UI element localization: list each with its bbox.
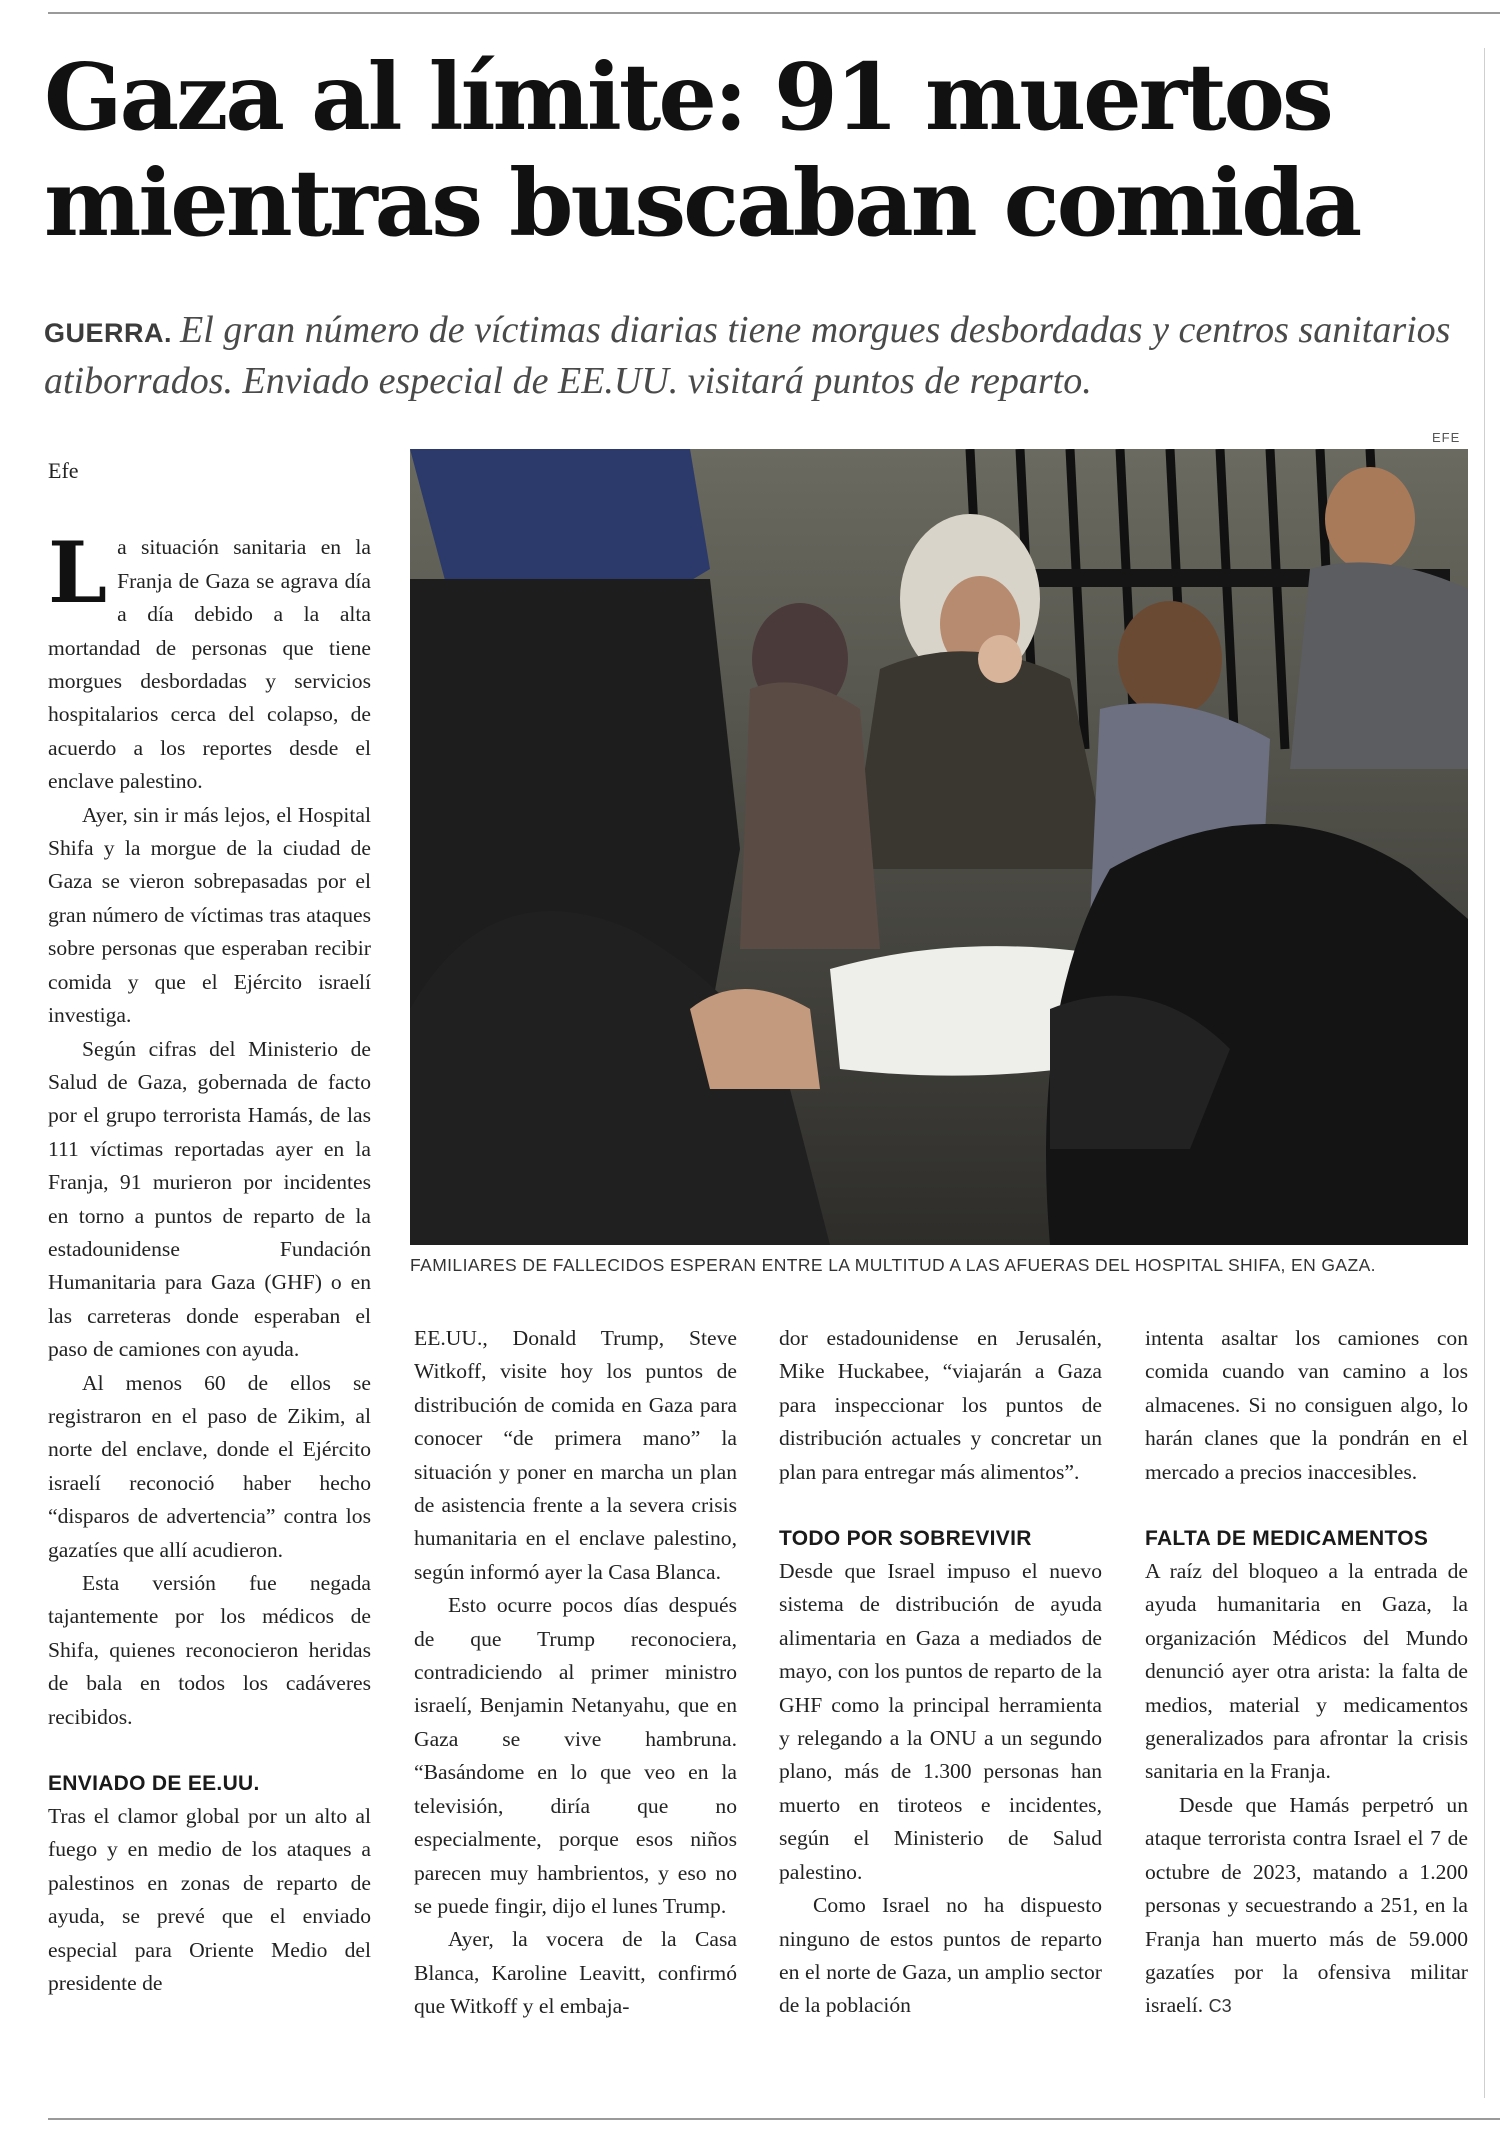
column-2 [414,1322,737,2024]
subheadline [44,306,1464,405]
paragraph-3: Según cifras del Ministerio de Salud de Gaza, gobernada de facto por el grupo terrorista Hamás, de las 111 víctimas reportadas ayer en la Franja, 91 murieron por incidentes en torno a puntos de reparto de la estadounidense Fundación Humanitaria para Gaza (GHF) o en las carreteras donde esperaban el paso de camiones con ayuda. [48,1036,371,1362]
paragraph-4: Al menos 60 de ellos se registraron en el paso de Zikim, al norte del enclave, donde el Ejército israelí reconoció haber hecho “disparos de advertencia” contra los gazatíes que allí acudieron. [48,1370,371,1562]
paragraph-10a: Como Israel no ha dispuesto ninguno de estos puntos de reparto en el norte de Gaza, un amplio sector de la población [779,1893,1102,2018]
photo-scene [410,449,1468,1245]
section-kicker: GUERRA. [44,318,173,348]
paragraph-11: A raíz del bloqueo a la entrada de ayuda humanitaria en Gaza, la organización Médicos del Mundo denunció ayer otra arista: la falta de medios, material y medicamentos generalizados para afrontar la crisis sanitaria en la Franja. [1145,1559,1468,1784]
column-4 [1145,1322,1468,2024]
paragraph-5: Esta versión fue negada tajantemente por los médicos de Shifa, quienes reconocieron heridas de bala en todos los cadáveres recibidos. [48,1571,371,1729]
end-mark: C3 [1208,1996,1232,2017]
right-column-rule [1484,48,1485,2098]
news-photo [410,449,1468,1245]
paragraph-8b: dor estadounidense en Jerusalén, Mike Huckabee, “viajarán a Gaza para inspeccionar los puntos de distribución actuales y concretar un plan para entregar más alimentos”. [779,1326,1102,1484]
headline: Gaza al límite: 91 muertos mientras buscaban comida [44,43,1360,257]
paragraph-9: Desde que Israel impuso el nuevo sistema de distribución de ayuda alimentaria en Gaza a mediados de mayo, con los puntos de reparto de la GHF como la principal herramienta y relegando a la ONU a un segundo plano, más de 1.300 personas han muerto en tiroteos e incidentes, según el Ministerio de Salud palestino. [779,1559,1102,1884]
column-3 [779,1322,1102,2023]
column-1 [48,454,371,2000]
paragraph-6b: EE.UU., Donald Trump, Steve Witkoff, visite hoy los puntos de distribución de comida en Gaza para conocer “de primera mano” la situación y poner en marcha un plan de asistencia frente a la severa crisis humanitaria en el enclave palestino, según informó ayer la Casa Blanca. [414,1326,737,1584]
section-heading-medicamentos: FALTA DE MEDICAMENTOS [1145,1527,1429,1551]
section-heading-sobrevivir: TODO POR SOBREVIVIR [779,1527,1032,1551]
byline: Efe [48,458,79,483]
paragraph-6a: Tras el clamor global por un alto al fuego y en medio de los ataques a palestinos en zonas de reparto de ayuda, se prevé que el enviado especial para Oriente Medio del presidente de [48,1804,371,1996]
paragraph-1: La situación sanitaria en la Franja de Gaza se agrava día a día debido a la alta mortandad de personas que tiene morgues desbordadas y servicios hospitalarios cerca del colapso, de acuerdo a los reportes desde el enclave palestino. [48,523,371,794]
bottom-rule [48,2118,1500,2120]
paragraph-8a: Ayer, la vocera de la Casa Blanca, Karoline Leavitt, confirmó que Witkoff y el embaja- [414,1927,737,2019]
paragraph-2: Ayer, sin ir más lejos, el Hospital Shifa y la morgue de la ciudad de Gaza se vieron sobrepasadas por el gran número de víctimas tras ataques sobre personas que esperaban recibir comida y que el Ejército israelí investiga. [48,802,371,1028]
photo-credit: EFE [1432,430,1461,445]
drop-cap: L [48,523,108,623]
paragraph-12: Desde que Hamás perpetró un ataque terrorista contra Israel el 7 de octubre de 2023, matando a 1.200 personas y secuestrando a 251, en la Franja han muerto más de 59.000 gazatíes por la ofensiva militar israelí. C3 [1145,1792,1468,2018]
section-heading-enviado: ENVIADO DE EE.UU. [48,1772,260,1796]
striped-hat [410,449,710,599]
paragraph-7: Esto ocurre pocos días después de que Trump reconociera, contradiciendo al primer ministro israelí, Benjamin Netanyahu, que en Gaza se vive hambruna. “Basándome en lo que veo en la televisión, diría que no especialmente, porque esos niños parecen muy hambrientos, y eso no se puede fingir, dijo el lunes Trump. [414,1593,737,1918]
paragraph-10b: intenta asaltar los camiones con comida cuando van camino a los almacenes. Si no consiguen algo, lo harán clanes que la pondrán en el mercado a precios inaccesibles. [1145,1326,1468,1484]
photo-caption: FAMILIARES DE FALLECIDOS ESPERAN ENTRE LA MULTITUD A LAS AFUERAS DEL HOSPITAL SHIFA, EN GAZA. [410,1255,1376,1275]
top-rule [48,12,1500,14]
subhead-text: El gran número de víctimas diarias tiene morgues desbordadas y centros sanitarios atiborrados. Enviado especial de EE.UU. visitará puntos de reparto. [44,309,1451,402]
